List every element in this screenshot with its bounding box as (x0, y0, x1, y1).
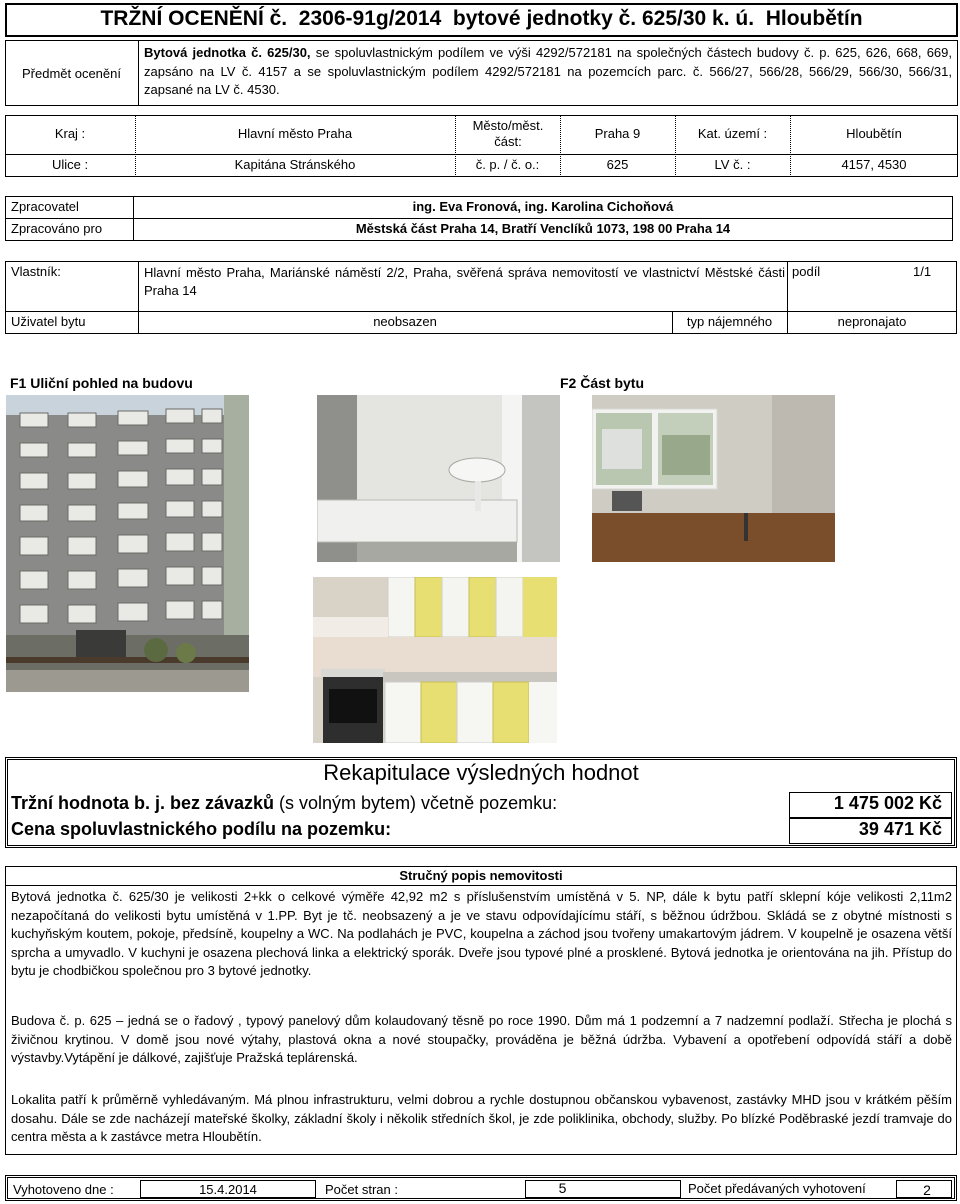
photo-f2-caption: F2 Část bytu (560, 375, 645, 391)
lv-value: 4157, 4530 (841, 157, 907, 172)
kat-label: Kat. území : (697, 126, 768, 141)
zpracovano-pro-value: Městská část Praha 14, Bratří Venclíků 1073, 198 00 Praha 14 (355, 221, 731, 236)
lv-label: LV č. : (714, 157, 751, 172)
zpracovatel-label: Zpracovatel (11, 199, 79, 214)
zpracovatel-value: ing. Eva Fronová, ing. Karolina Cichoňová (412, 199, 674, 214)
podil-label: podíl (792, 264, 821, 279)
cena-podilu-value: 39 471 Kč (858, 819, 942, 839)
photo-kitchen (313, 577, 557, 743)
pocet-vyhotoveni-value: 2 (923, 1182, 931, 1198)
typ-label: typ nájemného (686, 314, 773, 329)
typ-value: nepronajato (837, 314, 907, 329)
pocet-vyhotoveni-label: Počet předávaných vyhotovení (688, 1181, 866, 1196)
trzni-hodnota-label-bold: Tržní hodnota b. j. bez závazků (11, 793, 275, 813)
predmet-text (144, 44, 952, 100)
trzni-hodnota-label-rest: (s volným bytem) včetně pozemku: (274, 793, 558, 813)
cp-label: č. p. / č. o.: (475, 157, 540, 172)
podil-value: 1/1 (913, 264, 932, 279)
vyhotoveno-label: Vyhotoveno dne : (13, 1182, 114, 1197)
predmet-text-bold: Bytová jednotka č. 625/30, (144, 45, 311, 60)
trzni-hodnota-value: 1 475 002 Kč (833, 793, 942, 813)
uzivatel-value: neobsazen (373, 314, 437, 329)
uzivatel-label: Uživatel bytu (11, 314, 86, 329)
recap-title: Rekapitulace výsledných hodnot (323, 760, 639, 785)
description-para-3: Lokalita patří k průměrně vyhledávaným. Má plnou infrastrukturu, velmi dobrou a rychle dostupnou občanskou vybavenost, zastávky MHD jsou v krátkém pěším dosahu. Dále se zde nacházejí mateřské školky, základní školy i několik středních škol, je zde poliklinika, obchody, služby. Po blízké Poděbraské jezdí tramvaje do centra města a k zastávce metra Hloubětín. (11, 1092, 952, 1144)
vlastnik-label: Vlastník: (11, 264, 61, 279)
mesto-label: Město/měst. část: (472, 118, 544, 149)
pocet-stran-value: 5 (558, 1180, 567, 1196)
vyhotoveno-value: 15.4.2014 (199, 1182, 257, 1197)
description-para-2: Budova č. p. 625 – jedná se o řadový , typový panelový dům kolaudovaný těsně po roce 1990. Dům má 1 podzemní a 7 nadzemní podlaží. Střecha je plochá s živičnou krytinou. V domě jsou nové výtahy, plastová okna a nové stoupačky, prováděna je běžná údržba. Vybavení a opotřebení odpovídá stáří a době výstavby.Vytápění je dálkové, zajišťuje Pražská teplárenská. (11, 1013, 952, 1065)
kat-value: Hloubětín (846, 126, 902, 141)
photo-room-windows (592, 395, 835, 562)
predmet-text-rest: se spoluvlastnickým podílem ve výši 4292/572181 na společných částech budovy č. p. 625, 626, 668, 669, zapsáno na LV č. 4157 a se spoluvlastnickým podílem 4292/572181 na pozemcích parc. č. 566/27, 566/28, 566/29, 566/30, 566/31, zapsané na LV č. 4530. (144, 45, 952, 97)
ulice-value: Kapitána Stránského (234, 157, 356, 172)
kraj-value: Hlavní město Praha (237, 126, 353, 141)
cp-value: 625 (606, 157, 629, 172)
pocet-stran-label: Počet stran : (325, 1182, 398, 1197)
description-para-1: Bytová jednotka č. 625/30 je velikosti 2+kk o celkové výměře 42,92 m2 s příslušenstvím umístěná v 5. NP, dále k bytu patří sklepní kóje velikosti 2,11m2 nezapočítaná do velikosti bytu umístěná v 1.PP. Byt je tč. neobsazený a je ve stavu odpovídajícímu stáří, s běžnou údržbou. Skládá se z obytné místnosti s kuchyňským koutem, pokoje, předsíně, koupelny a WC. Na podlahách je PVC, koupelna a záchod jsou tvořeny umakartovým jádrem. V koupelně je osazena větší sprcha a umyvadlo. V kuchyni je osazena plechová linka a elektrický sporák. Dveře jsou typové plné a prosklené. Bytová jednotka je orientována na jih. Přístup do bytu je chodbičkou společnou pro 3 bytové jednotky. (11, 889, 952, 978)
mesto-value: Praha 9 (594, 126, 641, 141)
photo-bathroom (317, 395, 560, 562)
description-title: Stručný popis nemovitosti (399, 868, 563, 883)
vlastnik-value: Hlavní město Praha, Mariánské náměstí 2/2, Praha, svěřená správa nemovitostí ve vlastnictví Městské části Praha 14 (144, 265, 785, 298)
kraj-label: Kraj : (54, 126, 86, 141)
predmet-label: Předmět ocenění (21, 66, 121, 81)
trzni-hodnota-label (11, 793, 557, 814)
photo-building-facade (6, 395, 249, 692)
photo-f1-caption: F1 Uliční pohled na budovu (10, 375, 193, 391)
zpracovano-pro-label: Zpracováno pro (11, 221, 103, 236)
ulice-label: Ulice : (51, 157, 89, 172)
page-title: TRŽNÍ OCENĚNÍ č. 2306-91g/2014 bytové jednotky č. 625/30 k. ú. Hloubětín (100, 7, 863, 30)
cena-podilu-label: Cena spoluvlastnického podílu na pozemku: (11, 819, 392, 839)
